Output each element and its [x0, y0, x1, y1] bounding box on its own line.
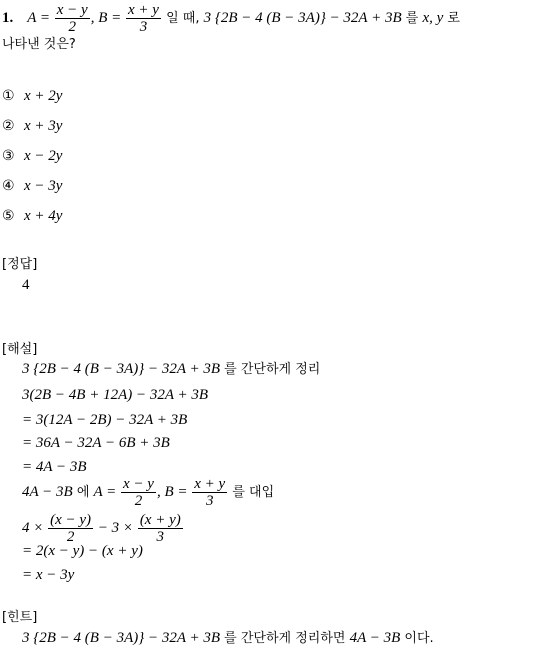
answer-value: 4 [22, 277, 30, 293]
substitute-text: 를 대입 [228, 485, 275, 500]
b-numerator: x + y [128, 1, 159, 18]
choice-mark: ① [2, 88, 15, 104]
question-line-1 [2, 0, 460, 36]
choice-1[interactable] [2, 86, 62, 106]
question-particle: 를 [401, 11, 423, 26]
solution-line-9: = x − 3y [22, 567, 75, 583]
answer-label: [정답] [2, 257, 38, 272]
line7-numerator-1: (x − y) [50, 511, 92, 528]
question-tail: 로 [443, 11, 460, 26]
question-expression: 3 {2B − 4 (B − 3A)} − 32A + 3B [203, 10, 402, 26]
choice-text: x + 4y [24, 208, 63, 224]
line7-denominator-2: 3 [156, 528, 165, 545]
substitute-particle: 에 [72, 485, 94, 500]
b-fraction [126, 3, 161, 35]
solution-line-1 [22, 358, 320, 380]
choice-mark: ③ [2, 148, 15, 164]
choice-text: x + 2y [24, 88, 63, 104]
line7-prefix: 4 × [22, 520, 48, 536]
substitute-a-denominator: 2 [134, 492, 143, 509]
choice-4[interactable] [2, 176, 62, 196]
choice-text: x + 3y [24, 118, 63, 134]
line7-fraction-2 [138, 513, 183, 545]
substitute-a-fraction [121, 477, 156, 509]
substitute-b-denominator: 3 [205, 492, 214, 509]
solution-line-2: 3(2B − 4B + 12A) − 32A + 3B [22, 387, 209, 403]
question-line-2: 나타낸 것은? [2, 37, 76, 52]
line7-numerator-2: (x + y) [139, 511, 181, 528]
choice-3[interactable] [2, 146, 62, 166]
solution-label: [해설] [2, 342, 38, 357]
hint-label: [힌트] [2, 610, 38, 625]
hint-text-2: 이다. [400, 631, 434, 646]
solution-line-6 [22, 472, 274, 512]
b-label: , B = [90, 10, 125, 26]
hint-result: 4A − 3B [349, 630, 401, 646]
solution-line-8: = 2(x − y) − (x + y) [22, 543, 143, 559]
substitute-b-label: , B = [156, 484, 192, 500]
solution-line-1-text: 를 간단하게 정리 [220, 362, 321, 377]
line7-middle: − 3 × [94, 520, 137, 536]
solution-line-3: = 3(12A − 2B) − 32A + 3B [22, 412, 188, 428]
a-denominator: 2 [68, 18, 76, 35]
choice-5[interactable] [2, 206, 62, 226]
line7-denominator-1: 2 [66, 528, 75, 545]
substitute-a-label: A = [93, 484, 121, 500]
choice-text: x − 3y [24, 178, 63, 194]
a-label: A = [27, 10, 54, 26]
a-fraction [55, 3, 90, 35]
choice-2[interactable] [2, 116, 62, 136]
substitute-b-fraction [192, 477, 227, 509]
condition-suffix: 일 때, [161, 11, 204, 26]
question-number: 1. [2, 10, 14, 26]
hint-expression: 3 {2B − 4 (B − 3A)} − 32A + 3B [22, 630, 221, 646]
substitute-a-numerator: x − y [123, 475, 154, 492]
b-denominator: 3 [139, 18, 148, 35]
question-vars: x, y [422, 10, 444, 26]
solution-line-5: = 4A − 3B [22, 459, 87, 475]
solution-line-4: = 36A − 32A − 6B + 3B [22, 435, 170, 451]
substitute-b-numerator: x + y [194, 475, 226, 492]
choice-text: x − 2y [24, 148, 63, 164]
a-numerator: x − y [56, 1, 88, 18]
substitute-expression: 4A − 3B [22, 484, 73, 500]
hint-text-1: 를 간단하게 정리하면 [220, 631, 350, 646]
choice-mark: ④ [2, 178, 15, 194]
solution-expression: 3 {2B − 4 (B − 3A)} − 32A + 3B [22, 361, 221, 377]
choice-mark: ⑤ [2, 208, 15, 224]
hint-line [22, 627, 434, 649]
choice-mark: ② [2, 118, 15, 134]
